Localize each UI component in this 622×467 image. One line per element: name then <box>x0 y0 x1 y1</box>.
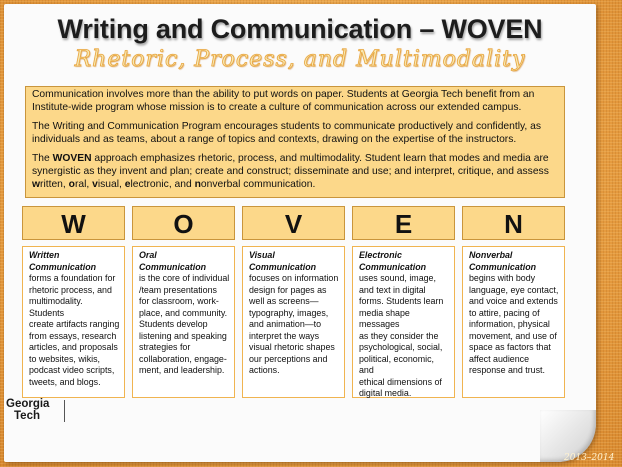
column-written <box>22 206 125 398</box>
georgia-tech-logo <box>6 394 66 426</box>
card-title-written: Written Communication <box>29 250 97 272</box>
intro-p3-e-rest: lectronic, and <box>130 178 195 190</box>
intro-p3-n: n <box>194 178 201 190</box>
card-body-nonverbal: begins with body language, eye contact, and voice and extends to attire, pacing of information, physical movement, and use of space as factors that affect audience response and trust. <box>469 273 559 375</box>
column-nonverbal <box>462 206 565 398</box>
card-title-visual: Visual Communication <box>249 250 317 272</box>
card-title-nonverbal: Nonverbal Communication <box>469 250 537 272</box>
card-body-visual: focuses on information design for pages as well as screens— typography, images, and animation—to interpret the ways visual rhetoric shapes our perceptions and actions. <box>249 273 339 375</box>
card-nonverbal <box>462 246 565 398</box>
card-visual <box>242 246 345 398</box>
letter-box-e: E <box>352 206 455 240</box>
intro-p3-v-rest: isual, <box>97 178 125 190</box>
card-body-written: forms a foundation for rhetoric process, and multimodality. Students create artifacts ranging from essays, research articles, and proposals to websites, wikis, podcast video scripts, tweets, and blogs. <box>29 273 120 387</box>
logo-divider <box>64 400 65 422</box>
intro-box <box>25 86 565 198</box>
intro-paragraph-3 <box>32 153 558 191</box>
column-oral <box>132 206 235 398</box>
intro-p3-o: o <box>68 178 75 190</box>
card-written <box>22 246 125 398</box>
page-subtitle: Rhetoric, Process, and Multimodality <box>74 47 526 72</box>
intro-p3-w: w <box>32 178 41 190</box>
card-title-oral: Oral Communication <box>139 250 207 272</box>
letter-box-n: N <box>462 206 565 240</box>
letter-box-w: W <box>22 206 125 240</box>
card-body-oral: is the core of individual /team presentations for classroom, work- place, and community. Students develop listening and speaking strategies for collaboration, engage- ment, and leadership. <box>139 273 230 375</box>
intro-p3-pre: The <box>32 153 53 165</box>
intro-p3-n-rest: onverbal communication. <box>200 178 316 190</box>
intro-paragraph-2: The Writing and Communication Program encourages students to communicate productively and confidently, as individuals and as teams, about a range of topics and contexts, drawing on the expertise of the instructors. <box>32 121 542 145</box>
card-oral <box>132 246 235 398</box>
intro-paragraph-1: Communication involves more than the ability to put words on paper. Students at Georgia Tech benefit from an Institute-wide program whose mission is to create a culture of communication across our extended campus. <box>32 89 535 113</box>
column-electronic <box>352 206 455 398</box>
year-label: 2013–2014 <box>564 453 615 463</box>
logo-line-georgia: Georgia <box>6 398 50 410</box>
intro-p3-o-rest: ral, <box>74 178 93 190</box>
woven-columns <box>22 206 568 402</box>
logo-line-tech: Tech <box>14 410 40 422</box>
intro-p3-e: e <box>124 178 131 190</box>
letter-box-v: V <box>242 206 345 240</box>
card-electronic <box>352 246 455 398</box>
intro-p3-woven: WOVEN <box>52 153 92 165</box>
intro-p3-post: approach emphasizes rhetoric, process, and multimodality. Student learn that modes and media are synergistic as they invent and plan; create and construct; disseminate and use; and interpret, critique, and assess <box>32 153 549 177</box>
intro-p3-w-rest: ritten, <box>40 178 69 190</box>
page-title: Writing and Communication – WOVEN <box>57 14 543 44</box>
card-title-electronic: Electronic Communication <box>359 250 427 272</box>
letter-box-o: O <box>132 206 235 240</box>
column-visual <box>242 206 345 398</box>
intro-p3-v: v <box>92 178 98 190</box>
card-body-electronic: uses sound, image, and text in digital forms. Students learn media shape messages as they consider the psychological, social, political, economic, and ethical dimensions of digital media. <box>359 273 444 398</box>
